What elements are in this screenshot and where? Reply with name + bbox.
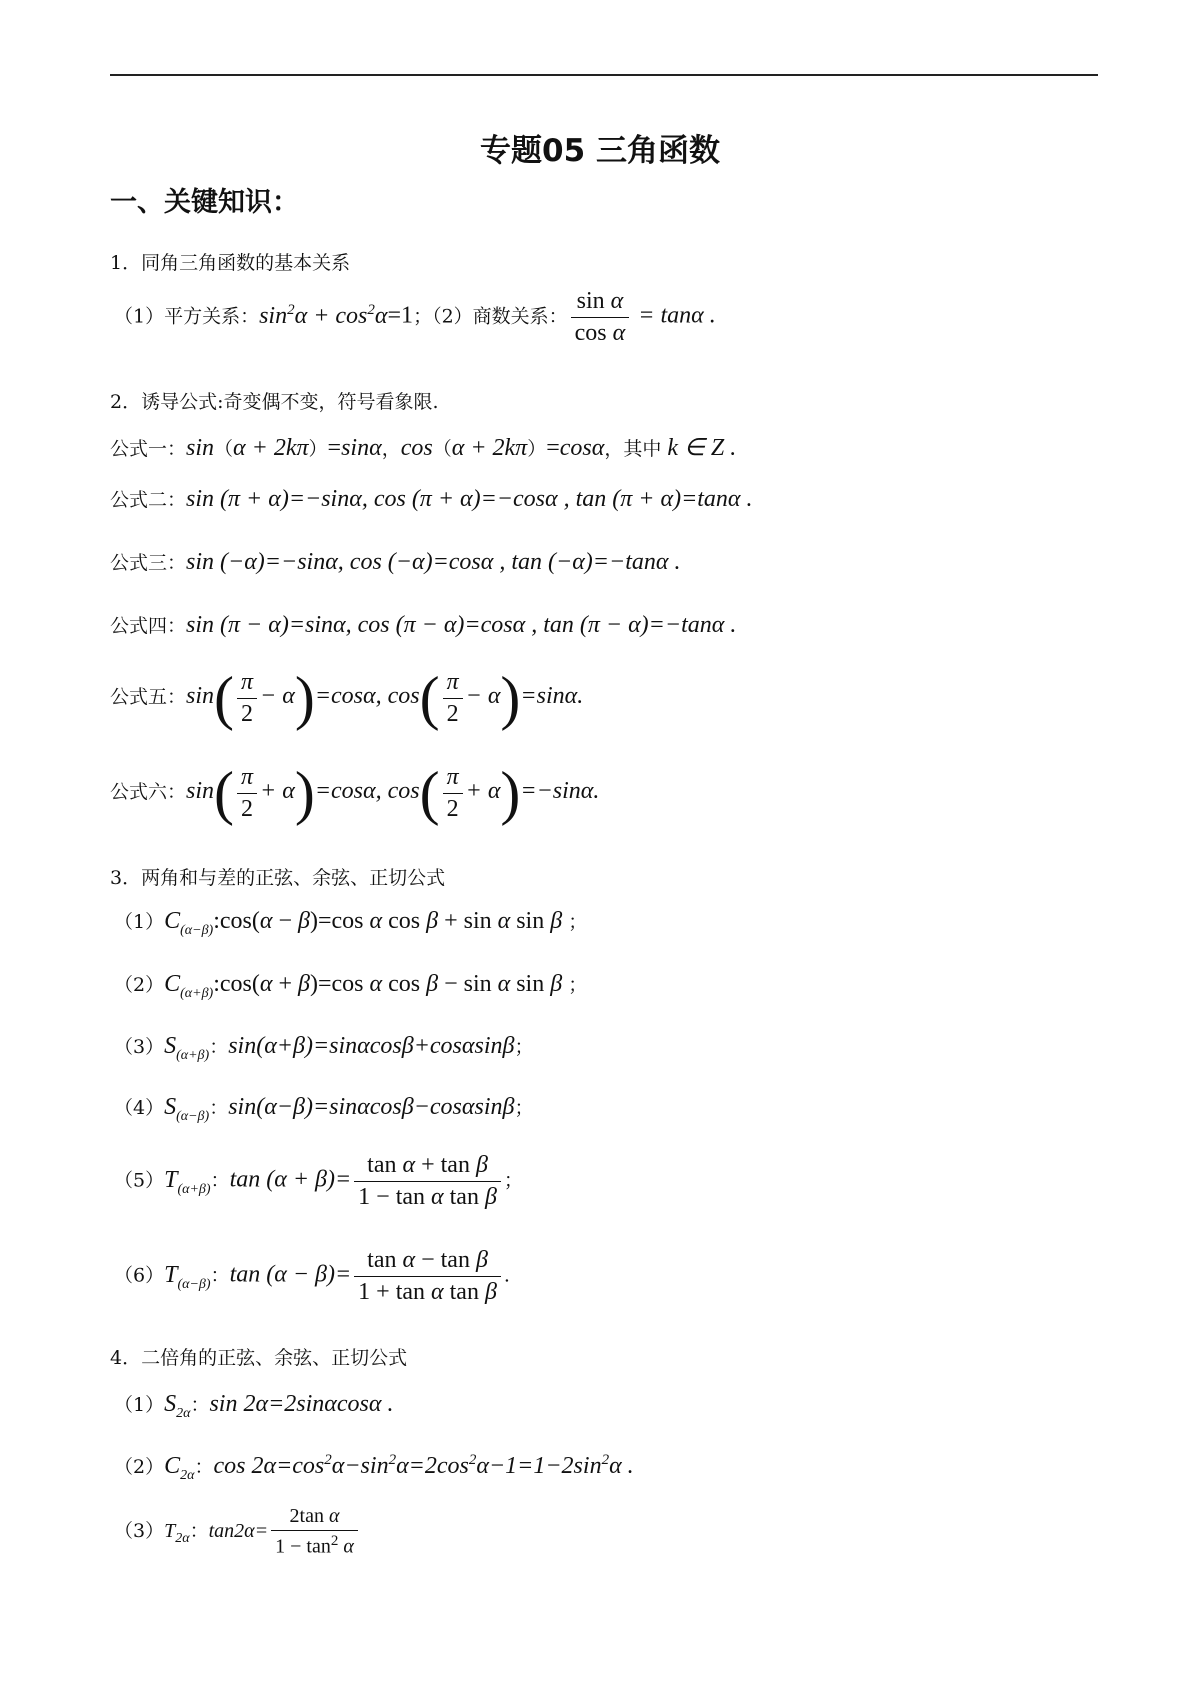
section-1-title: 1．同角三角函数的基本关系 xyxy=(110,252,351,274)
formula-sin-sum: $(3)S_{(\alpha+\beta)}$：sin(α+β)=sinαcosβ+cosαsinβ； xyxy=(114,1033,534,1063)
formula-6: 公式六：sin( $\frac{\pi}{2}$ + α)=cosα, cos( $\frac{\pi}{2}$ + α)=−sinα. xyxy=(110,760,600,826)
formula-basic-relations: （1）平方关系：$\sin^2\alpha + \cos^2\alpha=1$；（2）商数关系： $\frac{\text{sin α}}{\text{cos α}}$ = tanα . xyxy=(114,288,716,346)
formula-tan-double: $(3)T_{2\alpha}$：tan2α= $\frac{\text{2tan α}}{1 - \tan^2 \alpha}$ xyxy=(114,1505,361,1559)
formula-sin-diff: $(4)S_{(\alpha-\beta)}$：sin(α−β)=sinαcosβ−cosαsinβ； xyxy=(114,1094,534,1124)
formula-4: 公式四：sin (π − α)=sinα, cos (π − α)=cosα , tan (π − α)=−tanα . xyxy=(110,612,737,638)
formula-5: 公式五：sin( $\frac{\pi}{2}$ − α)=cosα, cos( $\frac{\pi}{2}$ − α)=sinα. xyxy=(110,665,584,731)
formula-tan-sum: $(5)T_{(\alpha+\beta)}$：tan (α + β)= $\frac{\text{tan α + tan β}}{\text{1 − tan α tan β}}$ ； xyxy=(114,1152,523,1210)
page-title: 专题05 三角函数 xyxy=(480,133,720,169)
formula-2: 公式二：sin (π + α)=−sinα, cos (π + α)=−cosα , tan (π + α)=tanα . xyxy=(110,486,753,512)
formula-sin-double: $(1)S_{2\alpha}$：sin 2α=2sinαcosα . xyxy=(114,1391,394,1421)
formula-tan-diff: $(6)T_{(\alpha-\beta)}$：tan (α − β)= $\frac{\text{tan α − tan β}}{\text{1 + tan α tan β}}$ . xyxy=(114,1247,510,1305)
formula-cos-double: $(2)C_{2\alpha}$：$\cos 2\alpha=\cos^2\alpha-\sin^2\alpha=2\cos^2\alpha-1=1-2\sin^2\alpha$ . xyxy=(114,1452,634,1483)
top-rule xyxy=(110,74,1098,76)
formula-1: 公式一：sin（α + 2kπ）=sinα，cos（α + 2kπ）=cosα，其中 k ∈ Z . xyxy=(110,435,737,461)
formula-cos-diff: $(1)C_{(\alpha-\beta)}:\cos(\alpha - \beta)=\cos$ α cos β + sin α sin β ； xyxy=(114,908,588,938)
section-2-title: 2．诱导公式:奇变偶不变，符号看象限. xyxy=(110,391,439,413)
section-3-title: 3．两角和与差的正弦、余弦、正切公式 xyxy=(110,867,446,889)
formula-3: 公式三：sin (−α)=−sinα, cos (−α)=cosα , tan (−α)=−tanα . xyxy=(110,549,681,575)
section-4-title: 4．二倍角的正弦、余弦、正切公式 xyxy=(110,1347,408,1369)
formula-cos-sum: $(2)C_{(\alpha+\beta)}:\cos(\alpha + \beta)=\cos$ α cos β − sin α sin β ； xyxy=(114,971,588,1001)
section-heading: 一、关键知识： xyxy=(110,187,299,218)
